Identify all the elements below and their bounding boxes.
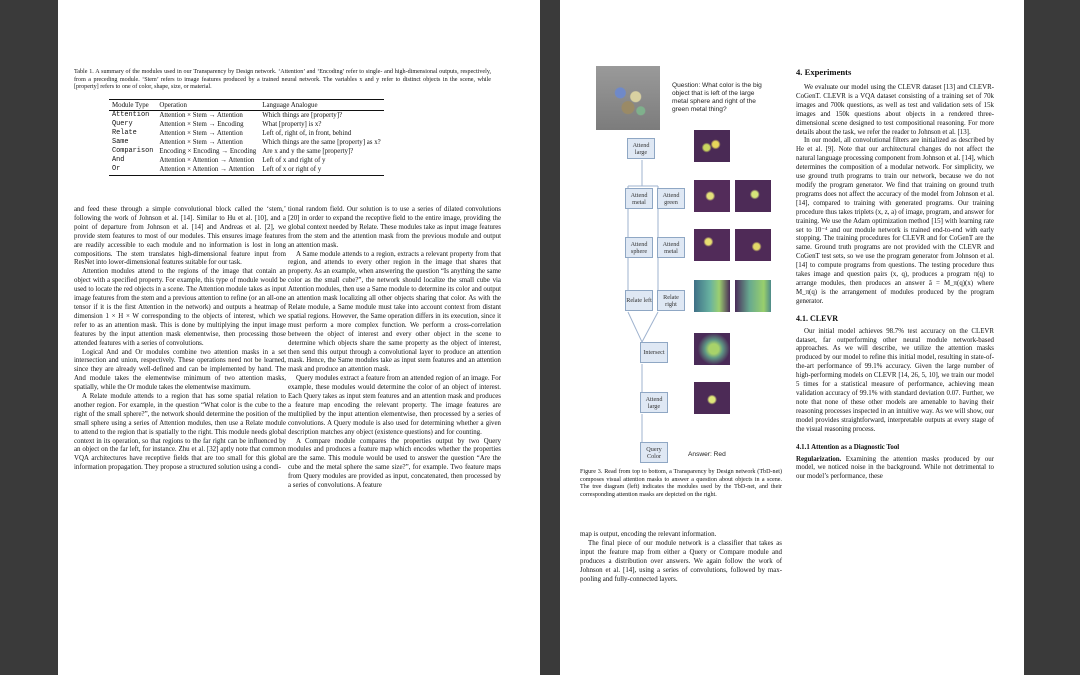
node-attend-metal-2: Attend metal	[657, 237, 685, 258]
paragraph: tional random field. Our solution is to use a series of dilated convolutions [20] in order to expand the receptive field to the entire image, providing the global context needed by Relate. These modules take as input image features from the stem and the attention mask from the previous module and output an attention mask.	[288, 206, 501, 249]
attention-mask-thumbnail	[694, 229, 730, 261]
paragraph: A Compare module compares the properties output by two Query modules and produces a feature map which encodes whether the properties are the same. This module would be used to answer the question “Are the cube and the metal sphere the same size?”, for example. Two feature maps from Query modules are provided as input, concatenated, then processed by a series of convolutions. A feature	[288, 437, 501, 490]
paragraph-lead: Regularization.	[796, 455, 842, 463]
table-row	[109, 165, 384, 176]
table-cell: Attention	[112, 111, 150, 119]
attention-mask-thumbnail	[735, 280, 771, 312]
table-caption: Table 1. A summary of the modules used in our Transparency by Design network. ‘Attention’ and ‘Encoding’ refer to single- and high-dimensional outputs, respectively, from a preceding module. ‘Stem’ refers to image features produced by a trained neural network. The variables x and y refer to distinct objects in the scene, while [property] refers to one of color, shape, size, or material.	[74, 69, 491, 91]
paragraph: Query modules extract a feature from an attended region of an image. For example, these modules would determine the color of an object of interest. Each Query takes as input stem features and an attention mask and produces a feature map encoding the relevant property. The image features are multiplied by the input attention elementwise, then processed by a series of convolutions. A Query module is also used for determining whether a given description matches any object (existence questions) and for counting.	[288, 375, 501, 436]
table-cell: Which things are [property]?	[262, 112, 343, 119]
right-column-2	[796, 67, 994, 482]
paragraph: We evaluate our model using the CLEVR dataset [13] and CLEVR-CoGenT. CLEVR is a VQA dataset consisting of a training set of 70k images and 700k questions, as well as test and validation sets of 15k images and 150k questions about objects in a rendered three-dimensional scene designed to test compositional reasoning. For more details about the task, we refer the reader to Johnson et al. [13].	[796, 84, 994, 136]
attention-mask-thumbnail	[694, 382, 730, 414]
table-cell: Or	[109, 165, 156, 176]
right-column-1-text	[580, 531, 782, 584]
left-page	[58, 0, 540, 675]
table-cell: Attention × Attention → Attention	[159, 157, 255, 164]
paragraph	[796, 456, 994, 483]
table-cell: Attention × Stem → Encoding	[159, 121, 244, 128]
table-cell: Attention × Stem → Attention	[159, 130, 243, 137]
table-cell: Attention × Stem → Attention	[159, 139, 243, 146]
node-attend-large-2: Attend large	[640, 392, 668, 413]
paragraph: and feed these through a simple convolutional block called the ‘stem,’ following the work of Johnson et al. [14]. Similar to Hu et al. [10], and a point of departure from Johnson et al. [14] and Andreas et al. [2], we provide stem features to most of our modules. This ensures image features are readily accessible to each module and no information is lost in long compositions. The stem translates high-dimensional feature input from ResNet into lower-dimensional features suitable for our task.	[74, 206, 286, 267]
paragraph: A Same module attends to a region, extracts a relevant property from that region, and attends to every other region in the image that shares that property. As an example, when answering the question “Is anything the same color as the small cube?”, the network should localize the small cube via Attention modules, then use a Same module to determine its color and output an attention mask localizing all other objects sharing that color. As with the Relate module, a Same module must take into account context from distant spatial regions. However, the Same operation differs in its execution, since it must perform a more complex function. We perform a cross-correlation between the object of interest and every other object in the scene to determine which objects share the same property as the object of interest, then send this output through a convolutional layer to produce an attention mask. Hence, the Same modules take as input stem features and an attention mask and produce an attention mask.	[288, 250, 501, 374]
paragraph: The final piece of our module network is a classifier that takes as input the feature map from either a Query or Compare module and produces a distribution over answers. We again follow the work of Johnson et al. [14], using a series of convolutions, followed by max-pooling and fully-connected layers.	[580, 539, 782, 583]
attention-mask-thumbnail	[694, 280, 730, 312]
node-attend-large: Attend large	[627, 138, 655, 159]
paragraph: Attention modules attend to the regions of the image that contain an object with a specified property. For example, this type of module would be used to locate the red objects in a scene. The Attention module takes as input image features from the stem and a previous attention to refine (or an all-one tensor if it is the first Attention in the network) and outputs a heatmap of dimension 1 × H × W corresponding to the objects of interest, which we refer to as an attention mask. This is done by multiplying the input image features by the input attention mask elementwise, then processing those attended features with a series of convolutions.	[74, 268, 286, 347]
table-cell: Which things are the same [property] as x?	[262, 139, 381, 146]
figure-answer: Answer: Red	[688, 451, 726, 458]
paragraph: In our model, all convolutional filters are initialized as described by He et al. [9]. Note that our architectural changes do not affect the natural language processing component from Johnson et al. [14], which determines the composition of a modular network. For simplicity, we use ground truth programs to train our network, because we do not modify the program generator. We find that training on ground truth programs does not affect the accuracy of the model from Johnson et al. [14], compared to training with generated programs. Our training procedure thus takes triplets (x, z, a) of image, program, and answer for training. We use the Adam optimization method [15] with learning rate set to 10⁻⁴ and our module network is trained end-to-end with early stopping. The training procedures for CLEVR and for CoGenT are the same. Ground truth programs are not provided with the CLEVR and CoGenT test sets, so we use the program generator from Johnson et al. [14] to compute programs from questions. The testing procedure thus takes image and question pairs (x, q), produces a program π(q) to arrange modules, then produces an answer â = M_π(q)(x) where M_π(q) is the arrangement of modules produced by the program generator.	[796, 137, 994, 305]
section-title-clevr: 4.1. CLEVR	[796, 313, 839, 323]
table-row	[109, 138, 384, 147]
left-column-2	[288, 206, 501, 491]
figure-question: Question: What color is the big object that is left of the large metal sphere and right of the green metal thing?	[672, 82, 762, 113]
figure-caption: Figure 3. Read from top to bottom, a Transparency by Design network (TbD-net) composes visual attention masks to answer a question about objects in a scene. The tree diagram (left) indicates the modules used by the TbD-net, and their corresponding attention masks are depicted on the right.	[580, 469, 782, 498]
table-row	[109, 156, 384, 165]
table-row	[109, 111, 384, 121]
table-cell: Attention × Attention → Attention	[156, 165, 259, 176]
attention-mask-thumbnail	[735, 180, 771, 212]
right-page	[560, 0, 1024, 675]
node-attend-sphere: Attend sphere	[625, 237, 653, 258]
paragraph-body: Examining the attention masks produced by our model, we noticed noise in the background. While not detrimental to our model’s performance, these	[796, 455, 994, 481]
table-header: Language Analogue	[259, 100, 383, 111]
attention-mask-thumbnail	[694, 130, 730, 162]
table-cell: Comparison	[112, 147, 154, 155]
node-relate-left: Relate left	[625, 290, 653, 311]
table-row	[109, 147, 384, 156]
table-cell: And	[112, 156, 125, 164]
table-cell: Encoding × Encoding → Encoding	[159, 148, 257, 155]
table-cell: Left of x and right of y	[262, 157, 326, 164]
module-summary-table	[109, 99, 384, 176]
table-cell: Query	[112, 120, 133, 128]
node-attend-green: Attend green	[657, 188, 685, 209]
section-title-experiments: 4. Experiments	[796, 67, 852, 77]
attention-mask-thumbnail	[735, 229, 771, 261]
paragraph: Our initial model achieves 98.7% test accuracy on the CLEVR dataset, far outperforming other neural module network-based approaches. As we will describe, we utilize the attention masks produced by our model to refine this initial model, resulting in state-of-the-art performance of 99.1% accuracy. Given the large number of high-performing models on CLEVR [14, 26, 5, 10], we train our model 5 times for a statistical measure of performance, achieving mean validation accuracy of 99.1% with standard deviation 0.07. Further, we note that none of these other models are amenable to having their reasoning processes inspected in an intuitive way. As we will show, our model provides straightforward, interpretable outputs at every stage of the visual reasoning process.	[796, 327, 994, 433]
table-header: Operation	[156, 100, 259, 111]
table-cell: Left of, right of, in front, behind	[262, 130, 352, 137]
paragraph: Logical And and Or modules combine two attention masks in a set intersection and union, respectively. These operations need not be learned, since they are already well-defined and can be implemented by hand. The And module takes the elementwise minimum of two attention masks, spatially, while the Or module takes the elementwise maximum.	[74, 348, 286, 392]
node-intersect: Intersect	[640, 342, 668, 363]
section-title-diagnostic: 4.1.1 Attention as a Diagnostic Tool	[796, 443, 900, 451]
table-row	[109, 129, 384, 138]
table-cell: Attention × Stem → Attention	[159, 112, 243, 119]
scene-image	[596, 66, 660, 130]
table-row	[109, 120, 384, 129]
attention-mask-thumbnail	[694, 180, 730, 212]
table-header: Module Type	[109, 100, 156, 111]
table-cell: Relate	[112, 129, 137, 137]
node-attend-metal: Attend metal	[625, 188, 653, 209]
table-cell: What [property] is x?	[262, 121, 322, 128]
attention-mask-thumbnail	[694, 333, 730, 365]
paragraph: map is output, encoding the relevant information.	[580, 531, 717, 538]
table-cell: Same	[112, 138, 129, 146]
node-query-color: Query Color	[640, 442, 668, 463]
table-cell: Left of x or right of y	[259, 165, 383, 176]
paragraph: A Relate module attends to a region that has some spatial relation to another region. For example, in the question “What color is the cube to the right of the small sphere?”, the network should determine the position of the small sphere using a series of Attention modules, then use a Relate module to attend to the region that is spatially to the right. This module needs global context in its operation, so that regions to the far right can be influenced by an object on the far left, for instance. Zhu et al. [32] aptly note that common VQA architectures have receptive fields that are too small for this global information propagation. They propose a structured solution using a condi-	[74, 393, 286, 472]
left-column-1	[74, 206, 286, 473]
node-relate-right: Relate right	[657, 290, 685, 311]
table-cell: Are x and y the same [property]?	[262, 148, 354, 155]
